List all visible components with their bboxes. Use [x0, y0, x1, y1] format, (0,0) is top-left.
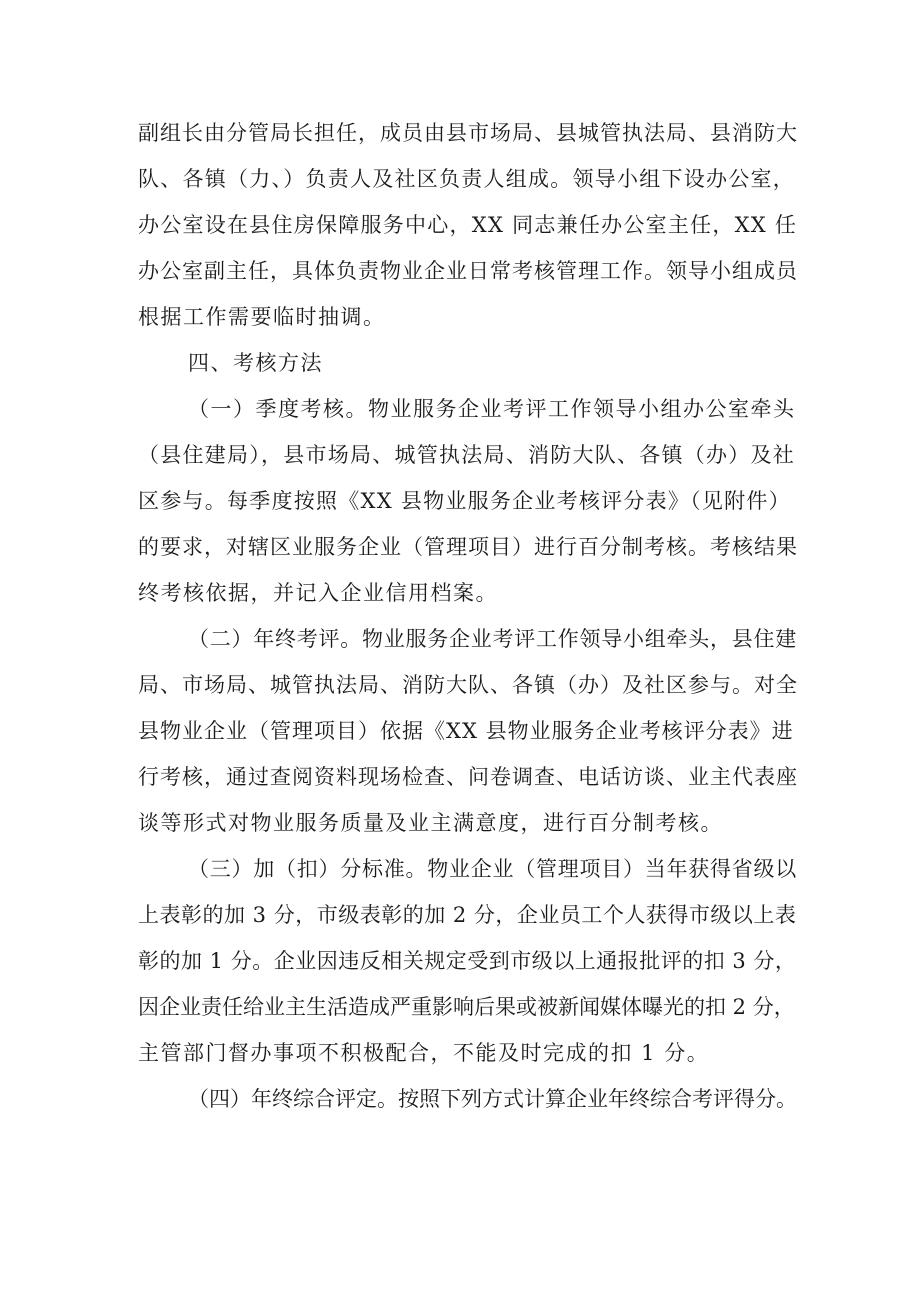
- text-line: 主管部门督办事项不积极配合，不能及时完成的扣 1 分。: [138, 1041, 710, 1065]
- text-line: 办公室副主任，具体负责物业企业日常考核管理工作。领导小组成员: [138, 259, 798, 283]
- text-line: 办公室设在县住房保障服务中心，XX 同志兼任办公室主任，XX 任: [138, 213, 798, 237]
- text-line: 因企业责任给业主生活造成严重影响后果或被新闻媒体曝光的扣 2 分，: [138, 995, 795, 1019]
- text-line: 谈等形式对物业服务质量及业主满意度，进行百分制考核。: [138, 811, 723, 835]
- section-heading: 四、考核方法: [188, 351, 323, 375]
- text-line: 的要求，对辖区业服务企业（管理项目）进行百分制考核。考核结果: [138, 535, 798, 559]
- text-line: 根据工作需要临时抽调。: [138, 305, 386, 329]
- text-line: 上表彰的加 3 分，市级表彰的加 2 分，企业员工个人获得市级以上表: [138, 903, 797, 927]
- paragraph-start: （二）年终考评。物业服务企业考评工作领导小组牵头，县住建: [188, 627, 797, 651]
- text-line: 队、各镇（力、）负责人及社区负责人组成。领导小组下设办公室，: [138, 167, 795, 191]
- text-line: 县物业企业（管理项目）依据《XX 县物业服务企业考核评分表》进: [138, 719, 794, 743]
- paragraph-start: （一）季度考核。物业服务企业考评工作领导小组办公室牵头: [188, 397, 796, 421]
- text-line: 副组长由分管局长担任，成员由县市场局、县城管执法局、县消防大: [138, 121, 798, 145]
- document-body: [138, 110, 798, 1122]
- text-line: 彰的加 1 分。企业因违反相关规定受到市级以上通报批评的扣 3 分，: [138, 949, 797, 973]
- text-line: 终考核依据，并记入企业信用档案。: [138, 581, 498, 605]
- paragraph-start: （三）加（扣）分标准。物业企业（管理项目）当年获得省级以: [188, 857, 797, 881]
- text-line: 局、市场局、城管执法局、消防大队、各镇（办）及社区参与。对全: [138, 673, 798, 697]
- text-line: 行考核，通过查阅资料现场检查、问卷调查、电话访谈、业主代表座: [138, 765, 798, 789]
- text-line: （县住建局），县市场局、城管执法局、消防大队、各镇（办）及社: [138, 443, 795, 467]
- text-line: 区参与。每季度按照《XX 县物业服务企业考核评分表》（见附件）: [138, 489, 791, 513]
- paragraph-start: （四）年终综合评定。按照下列方式计算企业年终综合考评得分。: [188, 1087, 797, 1111]
